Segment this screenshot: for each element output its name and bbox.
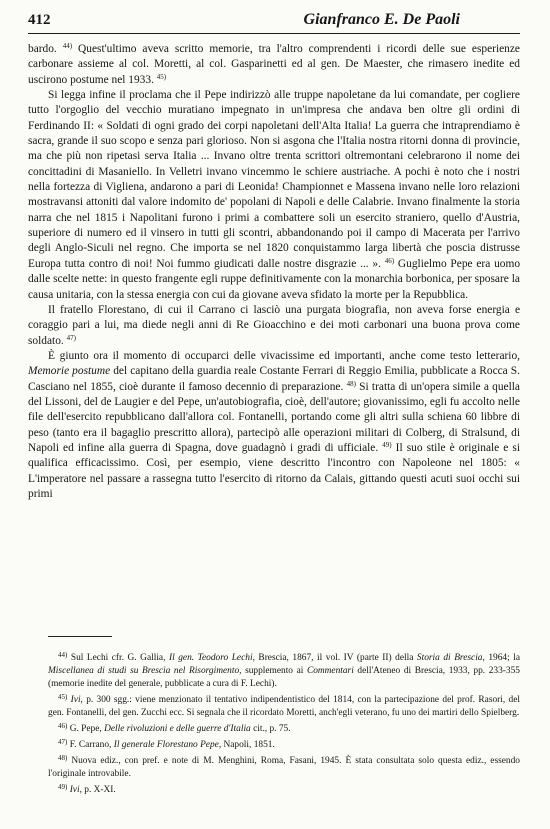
page-number: 412 [28,12,51,28]
footnote-number: 47) [58,738,68,746]
footnote-text: Sul Lechi cfr. G. Gallia, Il gen. Teodoro Lechi, Brescia, 1867, il vol. IV (parte II) della Storia di Brescia, 1964; la Miscellanea di studi su Brescia nel Risorgimento, supplemento ai Commentari dell'Ateneo di Brescia, 1933, pp. 233-355 (memorie inedite del generale, pubblicate a cura di F. Lechi). [48,653,521,689]
paragraph: bardo. $^{44)}$ Quest'ultimo aveva scritto memorie, tra l'altro comprendenti i ricordi delle sue esperienze carbonare assieme al col. Moretti, al col. Gasparinetti ed al gen. De Maester, che rimasero inedite ed uscirono postume nel 1933. $^{45)}$ [28,42,520,86]
footnote [48,736,520,752]
footnote-text: Ivi, p. 300 sgg.: viene menzionato il tentativo indipendentistico del 1814, con la partecipazione del prof. Rasori, del gen. Fontanelli, del gen. Zucchi ecc. Si segnala che il ricordato Moretti, anch'egli veterano, fu uno dei martiri dello Spielberg. [48,695,520,718]
footnote-number: 46) [58,722,68,730]
footnote [48,752,520,781]
footnote [48,691,520,720]
footnote-number: 45) [58,693,68,701]
footnote-separator [48,636,112,637]
page-header [28,11,520,34]
body-text [28,42,520,502]
paragraph: Si legga infine il proclama che il Pepe indirizzò alle truppe napoletane da lui comandate, per cogliere tutto l'orgoglio del vecchio muratiano impegnato in un'impresa che andava ben oltre gli ordini di Ferdinando II: « Soldati di ogni grado dei corpi napoletani dell'Alta Italia! La guerra che intraprendiamo è sacra, grande il suo scopo e senza pari glorioso. Non si asgona che l'Italia nostra ritorni donna di provincie, ma che più non ripetasi serva Italia ... Invano oltre trenta scrittori oltremontani celebrarono il nome dei concittadini di Masaniello. In Velletri invano vincemmo le schiere austriache. A pochi è noto che i nostri nella fortezza di Vigliena, andarono a pari di Leonida! Championnet e Massena invano nelle loro relazioni mostravansi attoniti dal valore indomito de' popolani di Napoli e delle Calabrie. Invano finalmente la storia narra che nel 1815 i Napolitani furono i primi a combattere soli un esercito straniero, quello d'Austria, superiore di numero ed il vinsero in tutti gli scontri, abbandonando poi il campo di Macerata per l'arrivo degli Anglo-Siculi nel regno. Che importa se nel 1820 conquistammo larga libertà che poscia distrusse Europa tutta contro di noi! Noi fummo giudicati dalle nostre disgrazie ... ». $^{46)}$ Guglielmo Pepe era uomo dalle scelte nette: in questo frangente egli ruppe definitivamente con la monarchia borbonica, per sposare la causa unitaria, con la stessa energia con cui da giovane aveva sfidato la morte per la Repubblica. [28,89,521,301]
paragraph: Il fratello Florestano, di cui il Carrano ci lasciò una purgata biografia, non aveva forse energia e coraggio pari a lui, ma diede negli anni di Re Gioacchino e dei moti carbonari una buona prova come soldato. $^{47)}$ [28,303,520,347]
footnote-text: F. Carrano, Il generale Florestano Pepe, Napoli, 1851. [67,740,275,750]
footnote-number: 48) [58,754,68,762]
footnotes [48,649,520,797]
footnote-text: Nuova ediz., con pref. e note di M. Menghini, Roma, Fasani, 1945. È stata consultata solo questa ediz., essendo l'originale introvabile. [48,756,520,779]
paragraph: È giunto ora il momento di occuparci delle vivacissime ed importanti, anche come testo letterario, Memorie postume del capitano della guardia reale Costante Ferrari di Reggio Emilia, pubblicate a Rocca S. Casciano nel 1855, cioè durante il famoso decennio di preparazione. $^{48)}$ Si tratta di un'opera simile a quella del Lissoni, del de Laugier e del Pepe, un'autobiografia, cioè, dell'autore; giovanissimo, egli fu accolto nelle file dell'esercito repubblicano dall'allora col. Fontanelli, portando come gli altri sulla schiena 60 libbre di peso (tanto era il bagaglio prescritto allora), partecipò alle operazioni militari di Colberg, di Stralsund, di Napoli ed infine alla guerra di Spagna, dove guadagnò i gradi di ufficiale. $^{49)}$ Il suo stile è originale e si qualifica efficacissimo. Così, per esempio, viene descritto l'incontro con Napoleone nel 1805: « L'imperatore nel passare a rassegna tutto l'esercito di ritorno da Calais, gittando questi acuti suoi occhi sui primi [28,349,520,500]
footnote-number: 44) [58,651,68,659]
footnote-text: Ivi, p. X-XI. [69,785,116,795]
footnote [48,720,520,736]
footnote-number: 49) [58,783,68,791]
running-title: Gianfranco E. De Paoli [303,11,460,28]
footnote-text: G. Pepe, Delle rivoluzioni e delle guerre d'Italia cit., p. 75. [67,724,291,734]
footnote [48,649,520,691]
footnote [48,781,520,797]
